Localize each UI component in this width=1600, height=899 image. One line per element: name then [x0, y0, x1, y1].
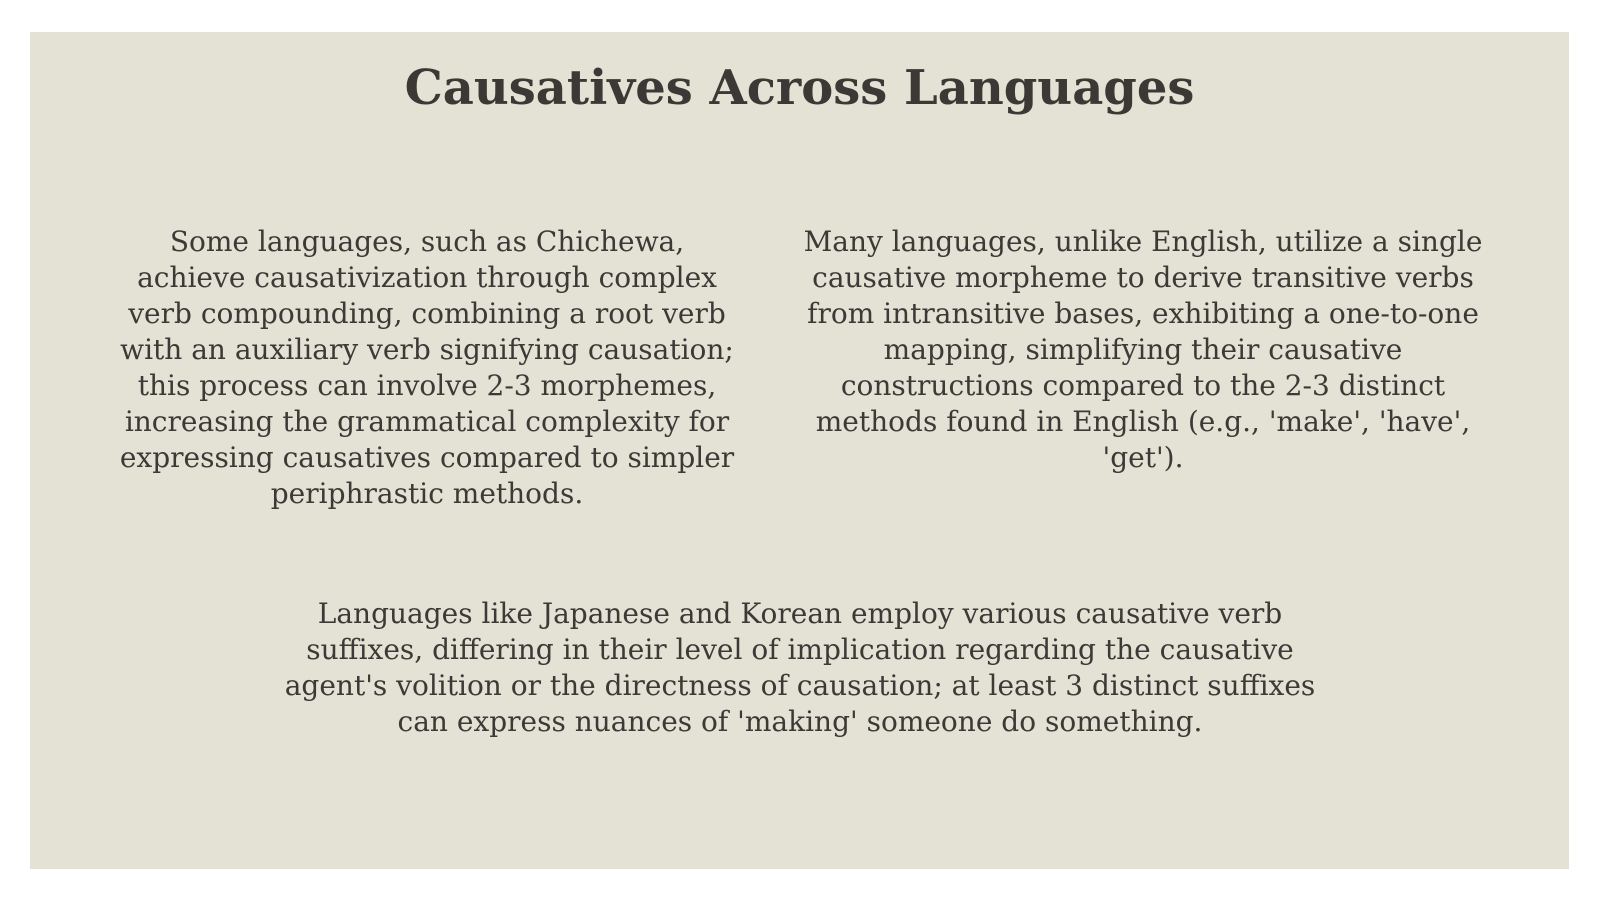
paragraph-japanese-korean: Languages like Japanese and Korean employ various causative verb suffixes, differing in their level of implication regarding the causative agent's volition or the directness of causation; at least 3 distinct suffixes can express nuances of 'making' someone do something.: [284, 597, 1316, 738]
paragraph-single-morpheme: Many languages, unlike English, utilize a single causative morpheme to derive transitive verbs from intransitive bases, exhibiting a one-to-one mapping, simplifying their causative constructions compared to the 2-3 distinct methods found in English (e.g., 'make', 'have', 'get').: [803, 225, 1483, 474]
slide: [30, 32, 1569, 869]
slide-title: Causatives Across Languages: [404, 60, 1195, 116]
paragraph-chichewa: Some languages, such as Chichewa, achieve causativization through complex verb compounding, combining a root verb with an auxiliary verb signifying causation; this process can involve 2-3 morphemes, increasing the grammatical complexity for expressing causatives compared to simpler periphrastic methods.: [119, 225, 735, 510]
